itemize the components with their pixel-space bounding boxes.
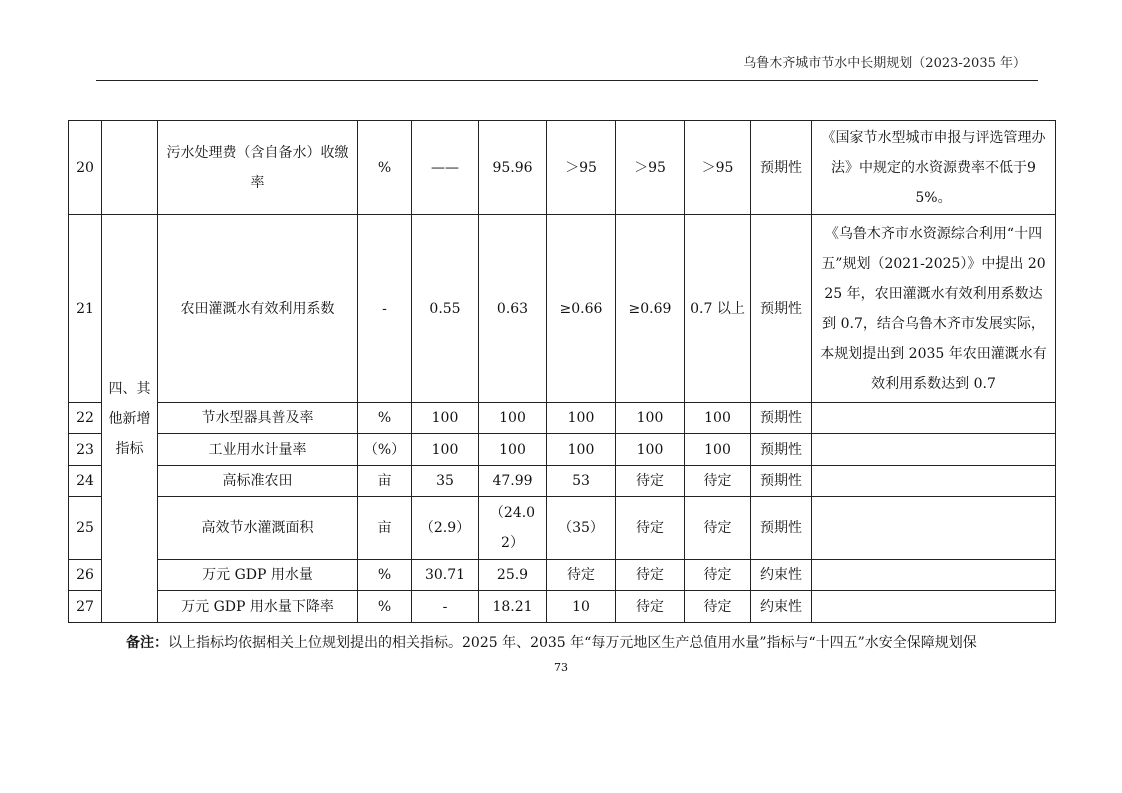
unit-cell: % xyxy=(358,403,412,434)
note-cell xyxy=(812,560,1056,591)
value-cell: 待定 xyxy=(616,466,685,497)
unit-cell: % xyxy=(358,560,412,591)
row-number: 25 xyxy=(69,497,102,560)
value-cell: 0.7 以上 xyxy=(685,215,751,403)
value-cell: 100 xyxy=(685,403,751,434)
nature-cell: 预期性 xyxy=(751,215,812,403)
value-cell: 100 xyxy=(547,434,616,466)
value-cell: 100 xyxy=(479,403,547,434)
value-cell: 待定 xyxy=(685,466,751,497)
category-cell xyxy=(102,121,158,215)
value-cell: 待定 xyxy=(616,560,685,591)
nature-cell: 约束性 xyxy=(751,591,812,623)
note-cell xyxy=(812,591,1056,623)
value-cell: （24.02） xyxy=(479,497,547,560)
value-cell: ≥0.69 xyxy=(616,215,685,403)
row-number: 20 xyxy=(69,121,102,215)
row-number: 21 xyxy=(69,215,102,403)
table-row xyxy=(69,497,1056,560)
table-row xyxy=(69,215,1056,403)
value-cell: 30.71 xyxy=(412,560,479,591)
unit-cell: - xyxy=(358,215,412,403)
nature-cell: 预期性 xyxy=(751,497,812,560)
value-cell: 待定 xyxy=(547,560,616,591)
value-cell: 100 xyxy=(547,403,616,434)
value-cell: ＞95 xyxy=(547,121,616,215)
row-number: 27 xyxy=(69,591,102,623)
value-cell: 0.63 xyxy=(479,215,547,403)
value-cell: 待定 xyxy=(616,591,685,623)
value-cell: —— xyxy=(412,121,479,215)
unit-cell: % xyxy=(358,121,412,215)
indicator-name: 节水型器具普及率 xyxy=(158,403,358,434)
value-cell: 18.21 xyxy=(479,591,547,623)
value-cell: ≥0.66 xyxy=(547,215,616,403)
table-row xyxy=(69,466,1056,497)
page-number: 73 xyxy=(554,661,568,674)
nature-cell: 预期性 xyxy=(751,466,812,497)
value-cell: 待定 xyxy=(685,560,751,591)
value-cell: 95.96 xyxy=(479,121,547,215)
indicator-name: 污水处理费（含自备水）收缴率 xyxy=(158,121,358,215)
row-number: 24 xyxy=(69,466,102,497)
indicator-name: 高标准农田 xyxy=(158,466,358,497)
value-cell: ＞95 xyxy=(685,121,751,215)
footer-note xyxy=(126,632,977,652)
nature-cell: 预期性 xyxy=(751,121,812,215)
nature-cell: 预期性 xyxy=(751,434,812,466)
value-cell: 10 xyxy=(547,591,616,623)
value-cell: 待定 xyxy=(685,591,751,623)
note-cell xyxy=(812,403,1056,434)
table-row xyxy=(69,403,1056,434)
value-cell: 35 xyxy=(412,466,479,497)
value-cell: 100 xyxy=(685,434,751,466)
header-divider xyxy=(96,80,1038,81)
indicator-name: 万元 GDP 用水量 xyxy=(158,560,358,591)
value-cell: 待定 xyxy=(616,497,685,560)
value-cell: 0.55 xyxy=(412,215,479,403)
unit-cell: 亩 xyxy=(358,466,412,497)
indicator-table xyxy=(68,120,1056,623)
value-cell: 100 xyxy=(412,403,479,434)
unit-cell: % xyxy=(358,591,412,623)
indicator-name: 工业用水计量率 xyxy=(158,434,358,466)
value-cell: 47.99 xyxy=(479,466,547,497)
value-cell: - xyxy=(412,591,479,623)
value-cell: 53 xyxy=(547,466,616,497)
table-row xyxy=(69,434,1056,466)
indicator-name: 高效节水灌溉面积 xyxy=(158,497,358,560)
indicator-name: 万元 GDP 用水量下降率 xyxy=(158,591,358,623)
value-cell: （35） xyxy=(547,497,616,560)
note-text: 以上指标均依据相关上位规划提出的相关指标。2025 年、2035 年“每万元地区生产总值用水量”指标与“十四五”水安全保障规划保 xyxy=(168,635,977,651)
category-cell: 四、其他新增指标 xyxy=(102,215,158,623)
note-cell xyxy=(812,434,1056,466)
value-cell: 待定 xyxy=(685,497,751,560)
note-cell: 《国家节水型城市申报与评选管理办法》中规定的水资源费率不低于95%。 xyxy=(812,121,1056,215)
note-label: 备注： xyxy=(126,635,168,651)
value-cell: ＞95 xyxy=(616,121,685,215)
unit-cell: 亩 xyxy=(358,497,412,560)
note-cell xyxy=(812,466,1056,497)
note-cell: 《乌鲁木齐市水资源综合利用“十四五”规划（2021-2025）》中提出 2025 年，农田灌溉水有效利用系数达到 0.7，结合乌鲁木齐市发展实际，本规划提出到 2035 年农田灌溉水有效利用系数达到 0.7 xyxy=(812,215,1056,403)
value-cell: 25.9 xyxy=(479,560,547,591)
value-cell: 100 xyxy=(412,434,479,466)
value-cell: 100 xyxy=(616,434,685,466)
nature-cell: 预期性 xyxy=(751,403,812,434)
table-row xyxy=(69,121,1056,215)
document-header-title: 乌鲁木齐城市节水中长期规划（2023-2035 年） xyxy=(743,56,1026,71)
indicator-name: 农田灌溉水有效利用系数 xyxy=(158,215,358,403)
note-cell xyxy=(812,497,1056,560)
table-row xyxy=(69,591,1056,623)
unit-cell: （%） xyxy=(358,434,412,466)
row-number: 26 xyxy=(69,560,102,591)
table-row xyxy=(69,560,1056,591)
value-cell: 100 xyxy=(479,434,547,466)
row-number: 23 xyxy=(69,434,102,466)
value-cell: 100 xyxy=(616,403,685,434)
value-cell: （2.9） xyxy=(412,497,479,560)
row-number: 22 xyxy=(69,403,102,434)
nature-cell: 约束性 xyxy=(751,560,812,591)
